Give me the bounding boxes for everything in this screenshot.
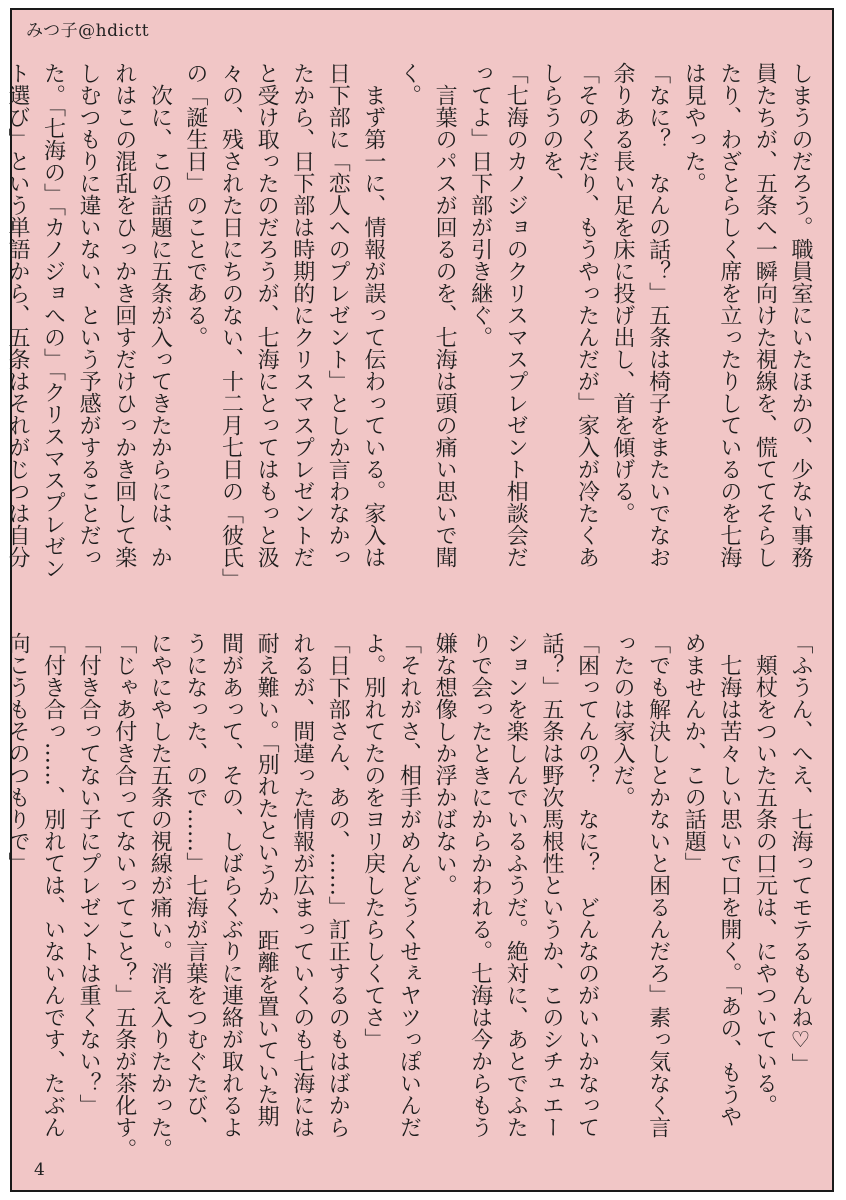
book-page: [4, 8, 834, 1192]
text-line: ト選び」という単語から、五条はそれがじつは自分: [4, 62, 30, 568]
text-line: 「じゃあ付き合ってないってこと？」五条が茶化す。: [111, 632, 137, 1160]
text-line: 嫌な想像しか浮かばない。: [432, 632, 458, 896]
text-line: 言葉のパスが回るのを、七海は頭の痛い思いで聞: [432, 62, 458, 568]
text-line: よ。別れてたのをヨリ戻したらしくてさ」: [360, 632, 386, 1050]
text-line: 「それがさ、相手がめんどうくせぇヤツっぽいんだ: [396, 632, 422, 1138]
upper-text-column: [4, 62, 818, 622]
text-line: 「付き合っ……、別れては、いないんです、たぶん: [40, 632, 66, 1138]
text-line: たから、日下部は時期的にクリスマスプレゼントだ: [289, 62, 315, 568]
text-line: 「ふうん、へえ、七海ってモテるもんね♡」: [788, 632, 813, 1075]
text-line: まず第一に、情報が誤って伝わっている。家入は: [360, 62, 386, 568]
author-handle: みつ子@hdictt: [26, 21, 150, 41]
text-line: 々の、残された日にちのない、十二月七日の「彼氏」: [218, 62, 244, 590]
text-line: は見やった。: [681, 62, 707, 194]
text-line: 耐え難い。「別れたというか、距離を置いていた期: [254, 632, 280, 1127]
text-line: 「そのくだり、もうやったんだが」家入が冷たくあ: [574, 62, 600, 568]
text-line: た。「七海の」「カノジョへの」「クリスマスプレゼン: [40, 62, 66, 579]
text-line: れるが、間違った情報が広まっていくのも七海には: [289, 632, 315, 1138]
text-line: の「誕生日」のことである。: [182, 62, 208, 348]
text-line: うになった、ので……」七海が言葉をつむぐたび、: [182, 632, 208, 1138]
text-line: 次に、この話題に五条が入ってきたからには、か: [147, 62, 173, 568]
text-line: 「なに？ なんの話？」五条は椅子をまたいでなお: [645, 62, 671, 568]
text-line: 日下部に「恋人へのプレゼント」としか言わなかっ: [325, 62, 351, 568]
text-line: しらうのを、: [538, 62, 564, 194]
text-line: 七海は苦々しい思いで口を開く。「あの、もうや: [716, 632, 742, 1127]
text-line: しまうのだろう。職員室にいたほかの、少ない事務: [788, 62, 813, 568]
text-line: 「七海のカノジョのクリスマスプレゼント相談会だ: [503, 62, 529, 568]
text-line: 「困ってんの？ なに？ どんなのがいいかなって: [574, 632, 600, 1138]
text-line: 「付き合ってない子にプレゼントは重くない？」: [76, 632, 102, 1116]
text-line: ションを楽しんでいるふうだ。絶対に、あとでふた: [503, 632, 529, 1138]
text-line: 頬杖をついた五条の口元は、にやついている。: [752, 632, 778, 1116]
text-line: 員たちが、五条へ一瞬向けた視線を、慌ててそらし: [752, 62, 778, 568]
text-line: ってよ」日下部が引き継ぐ。: [467, 62, 493, 348]
text-line: 間があって、その、しばらくぶりに連絡が取れるよ: [218, 632, 244, 1138]
text-line: 「でも解決しとかないと困るんだろ」素っ気なく言: [645, 632, 671, 1138]
page-number: 4: [34, 1160, 45, 1180]
text-line: 向こうもそのつもりで」: [4, 632, 30, 874]
text-line: にやにやした五条の視線が痛い。消え入りたかった。: [147, 632, 173, 1160]
text-line: りで会ったときにからかわれる。七海は今からもう: [467, 632, 493, 1138]
text-line: たり、わざとらしく席を立ったりしているのを七海: [716, 62, 742, 568]
text-line: く。: [396, 62, 422, 106]
text-line: しむつもりに違いない、という予感がすることだっ: [76, 62, 102, 568]
text-line: ったのは家入だ。: [610, 632, 636, 808]
text-line: 「日下部さん、あの、……」訂正するのもはばから: [325, 632, 351, 1138]
text-line: 話？」五条は野次馬根性というか、このシチュエー: [538, 632, 564, 1138]
text-line: めませんか、この話題」: [681, 632, 707, 874]
text-line: 余りある長い足を床に投げ出し、首を傾げる。: [610, 62, 636, 524]
lower-text-column: [4, 632, 818, 1160]
text-line: と受け取ったのだろうが、七海にとってはもっと汲: [254, 62, 280, 568]
text-line: れはこの混乱をひっかき回すだけひっかき回して楽: [111, 62, 137, 568]
